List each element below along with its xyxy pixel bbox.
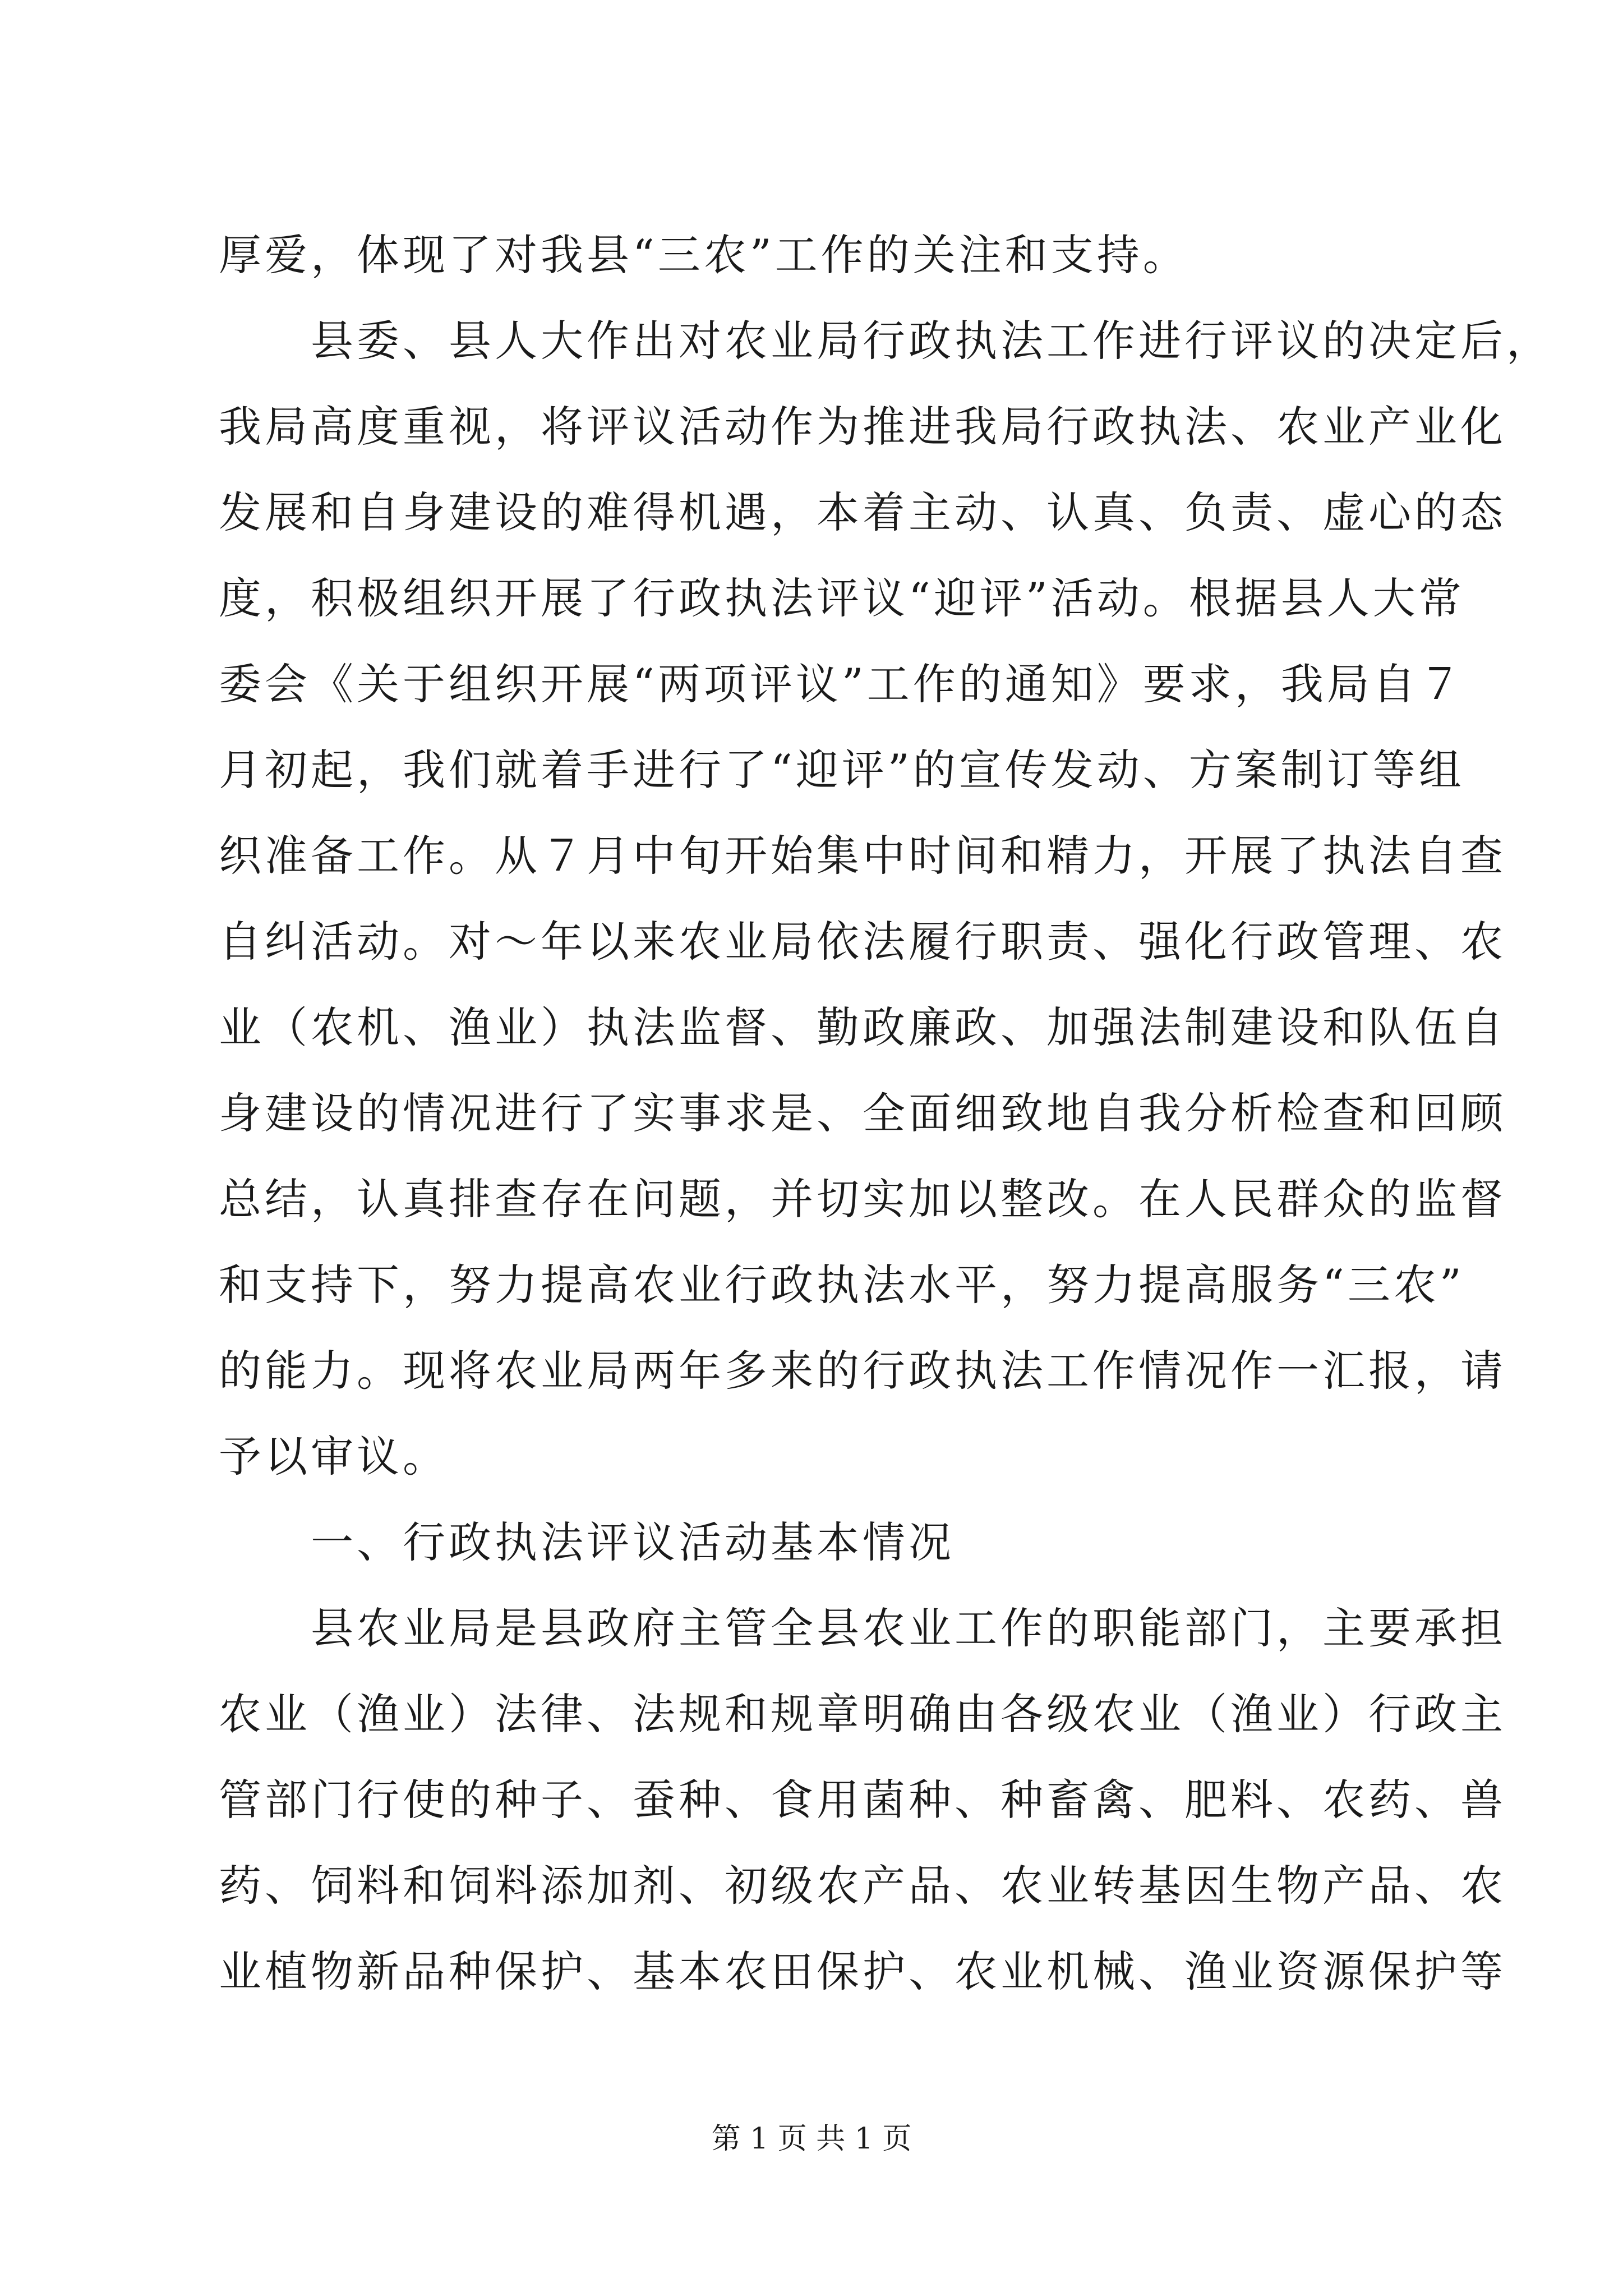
text-line: 县委、县人大作出对农业局行政执法工作进行评议的决定后， <box>219 316 1552 366</box>
page-number-label: 第 1 页 共 1 页 <box>711 2122 912 2156</box>
text-line: 发展和自身建设的难得机遇，本着主动、认真、负责、虚心的态 <box>219 487 1506 537</box>
page-footer <box>0 2115 1623 2157</box>
text-line: 管部门行使的种子、蚕种、食用菌种、种畜禽、肥料、农药、兽 <box>219 1775 1506 1825</box>
text-line: 总结，认真排查存在问题，并切实加以整改。在人民群众的监督 <box>219 1174 1506 1224</box>
text-line: 业植物新品种保护、基本农田保护、农业机械、渔业资源保护等 <box>219 1947 1506 1996</box>
text-line: 身建设的情况进行了实事求是、全面细致地自我分析检查和回顾 <box>219 1088 1506 1138</box>
text-line: 度，积极组织开展了行政执法评议“迎评”活动。根据县人大常 <box>219 573 1465 623</box>
text-line: 予以审议。 <box>219 1432 449 1481</box>
text-line: 县农业局是县政府主管全县农业工作的职能部门，主要承担 <box>219 1603 1506 1653</box>
text-line: 和支持下，努力提高农业行政执法水平，努力提高服务“三农” <box>219 1260 1465 1310</box>
text-line: 自纠活动。对～年以来农业局依法履行职责、强化行政管理、农 <box>219 917 1506 967</box>
body-text <box>219 212 1552 2014</box>
text-line: 的能力。现将农业局两年多来的行政执法工作情况作一汇报，请 <box>219 1346 1506 1396</box>
text-line: 织准备工作。从７月中旬开始集中时间和精力，开展了执法自查 <box>219 831 1506 881</box>
text-line: 月初起，我们就着手进行了“迎评”的宣传发动、方案制订等组 <box>219 745 1465 795</box>
text-line: 业（农机、渔业）执法监督、勤政廉政、加强法制建设和队伍自 <box>219 1002 1506 1052</box>
text-line: 委会《关于组织开展“两项评议”工作的通知》要求，我局自７ <box>219 659 1465 709</box>
text-line: 我局高度重视，将评议活动作为推进我局行政执法、农业产业化 <box>219 402 1506 452</box>
section-heading: 一、行政执法评议活动基本情况 <box>219 1517 955 1567</box>
text-line: 厚爱，体现了对我县“三农”工作的关注和支持。 <box>219 230 1189 280</box>
text-line: 农业（渔业）法律、法规和规章明确由各级农业（渔业）行政主 <box>219 1689 1506 1739</box>
text-line: 药、饲料和饲料添加剂、初级农产品、农业转基因生物产品、农 <box>219 1861 1506 1911</box>
